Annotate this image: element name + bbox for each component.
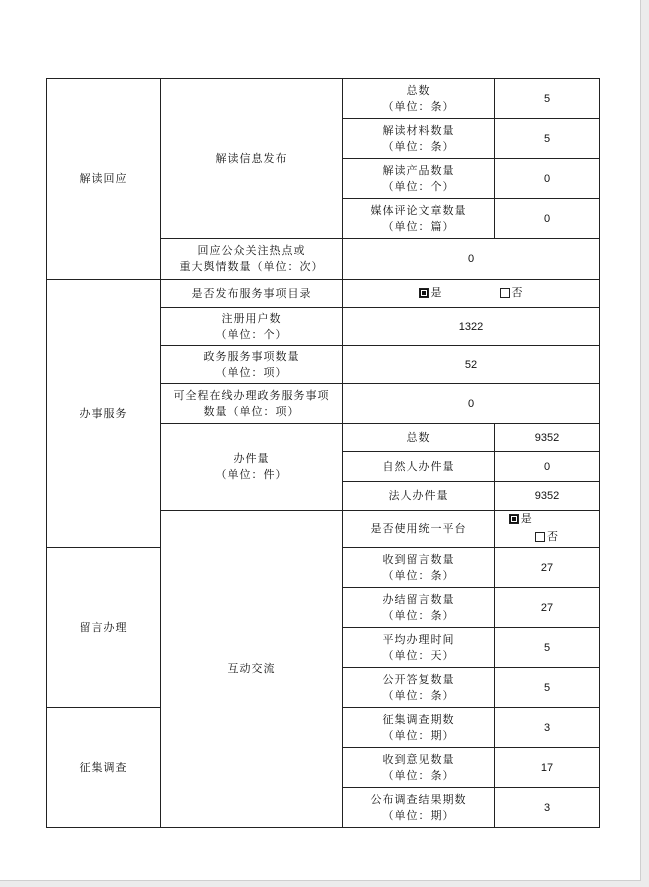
section-title-services: 办事服务 [47,280,161,548]
hotspot-value: 0 [343,239,600,280]
table-row [47,280,600,308]
catalog-label: 是否发布服务事项目录 [161,280,343,308]
metric-label: 解读材料数量 （单位：条） [343,119,495,159]
metric-value: 5 [495,668,600,708]
metric-label: 法人办件量 [343,482,495,511]
online-label: 可全程在线办理政务服务事项 数量（单位：项） [161,384,343,424]
platform-label: 是否使用统一平台 [343,511,495,548]
metric-value: 17 [495,748,600,788]
metric-value: 0 [495,452,600,482]
catalog-yes-option[interactable]: 是 [419,285,443,301]
metric-value: 5 [495,119,600,159]
metric-label: 总数 [343,424,495,452]
info-release-label: 解读信息发布 [161,79,343,239]
section-title-interpretation: 解读回应 [47,79,161,280]
table-row [47,79,600,119]
items-label: 政务服务事项数量 （单位：项） [161,346,343,384]
metric-label: 办结留言数量 （单位：条） [343,588,495,628]
metric-value: 27 [495,588,600,628]
users-value: 1322 [343,308,600,346]
statistics-table [46,78,600,828]
online-value: 0 [343,384,600,424]
platform-no-option[interactable]: 否 [535,529,559,545]
metric-label: 公布调查结果期数 （单位：期） [343,788,495,828]
checked-box-icon [419,288,429,298]
users-label: 注册用户数 （单位：个） [161,308,343,346]
metric-label: 平均办理时间 （单位：天） [343,628,495,668]
metric-value: 9352 [495,424,600,452]
metric-value: 3 [495,788,600,828]
metric-value: 3 [495,708,600,748]
metric-value: 0 [495,199,600,239]
messages-label: 留言办理 [47,548,161,708]
empty-box-icon [535,532,545,542]
catalog-no-option[interactable]: 否 [500,285,524,301]
hotspot-label: 回应公众关注热点或 重大舆情数量（单位：次） [161,239,343,280]
metric-value: 5 [495,628,600,668]
metric-label: 收到留言数量 （单位：条） [343,548,495,588]
metric-label: 解读产品数量 （单位：个） [343,159,495,199]
checked-box-icon [509,514,519,524]
survey-label: 征集调查 [47,708,161,828]
metric-value: 0 [495,159,600,199]
metric-label: 征集调查期数 （单位：期） [343,708,495,748]
section-title-interaction: 互动交流 [161,511,343,828]
metric-value: 27 [495,548,600,588]
metric-label: 自然人办件量 [343,452,495,482]
metric-value: 9352 [495,482,600,511]
metric-label: 总数 （单位：条） [343,79,495,119]
catalog-choice [343,280,600,308]
metric-value: 5 [495,79,600,119]
platform-choice [495,511,600,548]
metric-label: 公开答复数量 （单位：条） [343,668,495,708]
platform-yes-option[interactable]: 是 [509,511,533,527]
metric-label: 收到意见数量 （单位：条） [343,748,495,788]
volume-label: 办件量 （单位：件） [161,424,343,511]
empty-box-icon [500,288,510,298]
items-value: 52 [343,346,600,384]
metric-label: 媒体评论文章数量 （单位：篇） [343,199,495,239]
